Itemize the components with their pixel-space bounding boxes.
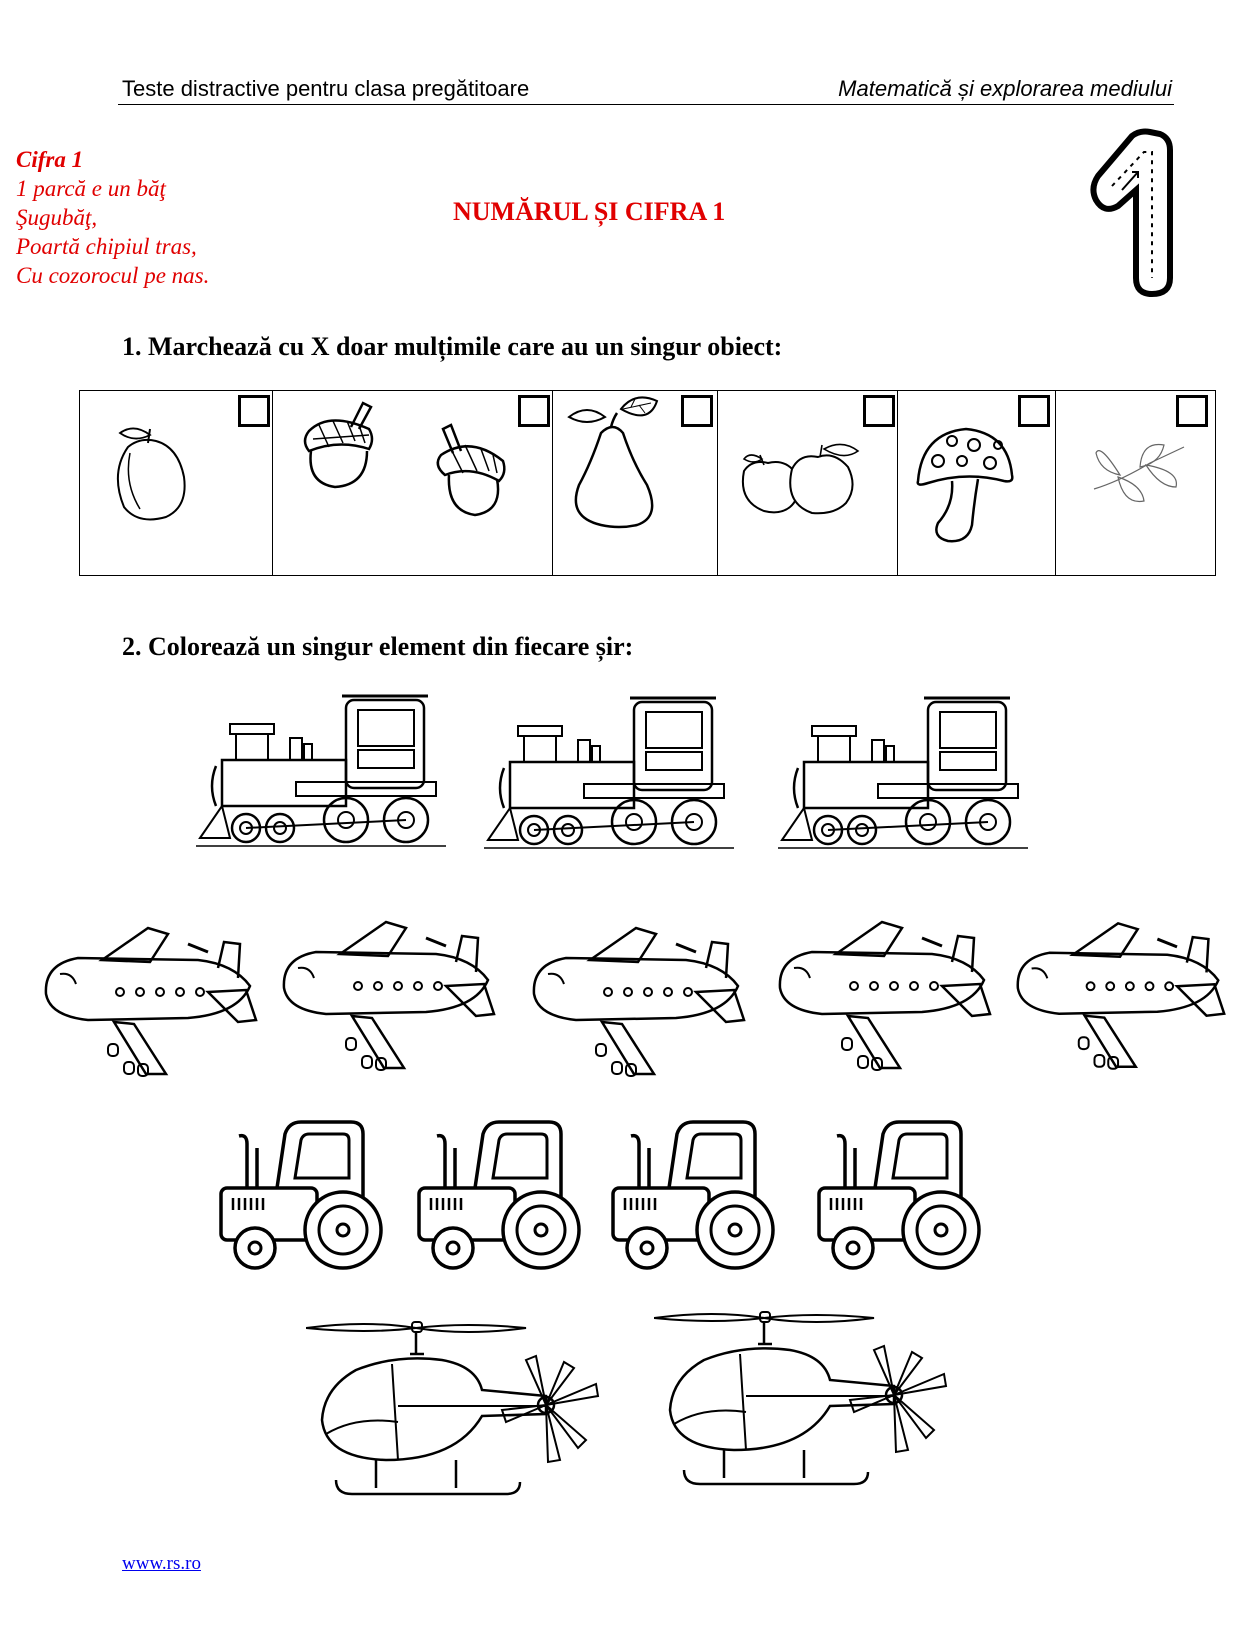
header-left-title: Teste distractive pentru clasa pregătitoare <box>122 76 530 101</box>
leaf-icon <box>1090 441 1190 511</box>
airplane-icon[interactable] <box>276 918 504 1078</box>
set-cell <box>553 391 718 575</box>
acorn-icon <box>423 415 523 525</box>
airplane-icon[interactable] <box>526 924 754 1084</box>
set-checkbox[interactable] <box>1176 395 1208 427</box>
poem-line: Poartă chipiul tras, <box>16 234 197 259</box>
tractor-icon[interactable] <box>810 1118 990 1278</box>
set-cell <box>718 391 898 575</box>
tractor-icon[interactable] <box>410 1118 590 1278</box>
footer-link[interactable]: www.rs.ro <box>122 1553 201 1574</box>
airplane-icon[interactable] <box>772 918 1000 1078</box>
mushroom-icon <box>912 425 1022 545</box>
airplane-icon[interactable] <box>1010 918 1234 1078</box>
plum-icon <box>100 413 200 533</box>
page-title: NUMĂRUL ȘI CIFRA 1 <box>453 197 726 226</box>
poem-line: 1 parcă e un băţ <box>16 176 166 201</box>
exercise-1-instruction: 1. Marchează cu X doar mulțimile care au un singur obiect: <box>122 332 783 361</box>
header-rule <box>118 104 1174 105</box>
set-checkbox[interactable] <box>238 395 270 427</box>
set-checkbox[interactable] <box>1018 395 1050 427</box>
set-checkbox[interactable] <box>681 395 713 427</box>
set-cell <box>273 391 553 575</box>
digit-one-tracing-icon <box>1080 128 1190 298</box>
poem-title: Cifra 1 <box>16 147 84 172</box>
tractor-icon[interactable] <box>604 1118 784 1278</box>
acorn-icon <box>289 395 389 495</box>
set-cell <box>898 391 1056 575</box>
poem-line: Cu cozorocul pe nas. <box>16 263 210 288</box>
tractor-icon[interactable] <box>212 1118 392 1278</box>
header-right-subject: Matematică și explorarea mediului <box>838 76 1172 101</box>
set-checkbox[interactable] <box>863 395 895 427</box>
sets-grid <box>79 390 1216 576</box>
apple-icon <box>734 441 874 521</box>
set-cell <box>1056 391 1214 575</box>
set-cell <box>80 391 273 575</box>
helicopter-icon[interactable] <box>654 1300 954 1490</box>
train-icon[interactable] <box>484 692 744 862</box>
train-icon[interactable] <box>778 692 1038 862</box>
poem <box>16 145 209 290</box>
poem-line: Şugubăţ, <box>16 205 98 230</box>
airplane-icon[interactable] <box>38 924 266 1084</box>
exercise-2-instruction: 2. Colorează un singur element din fiecare șir: <box>122 632 634 661</box>
pear-icon <box>561 393 671 533</box>
helicopter-icon[interactable] <box>306 1310 606 1500</box>
train-icon[interactable] <box>196 690 456 860</box>
